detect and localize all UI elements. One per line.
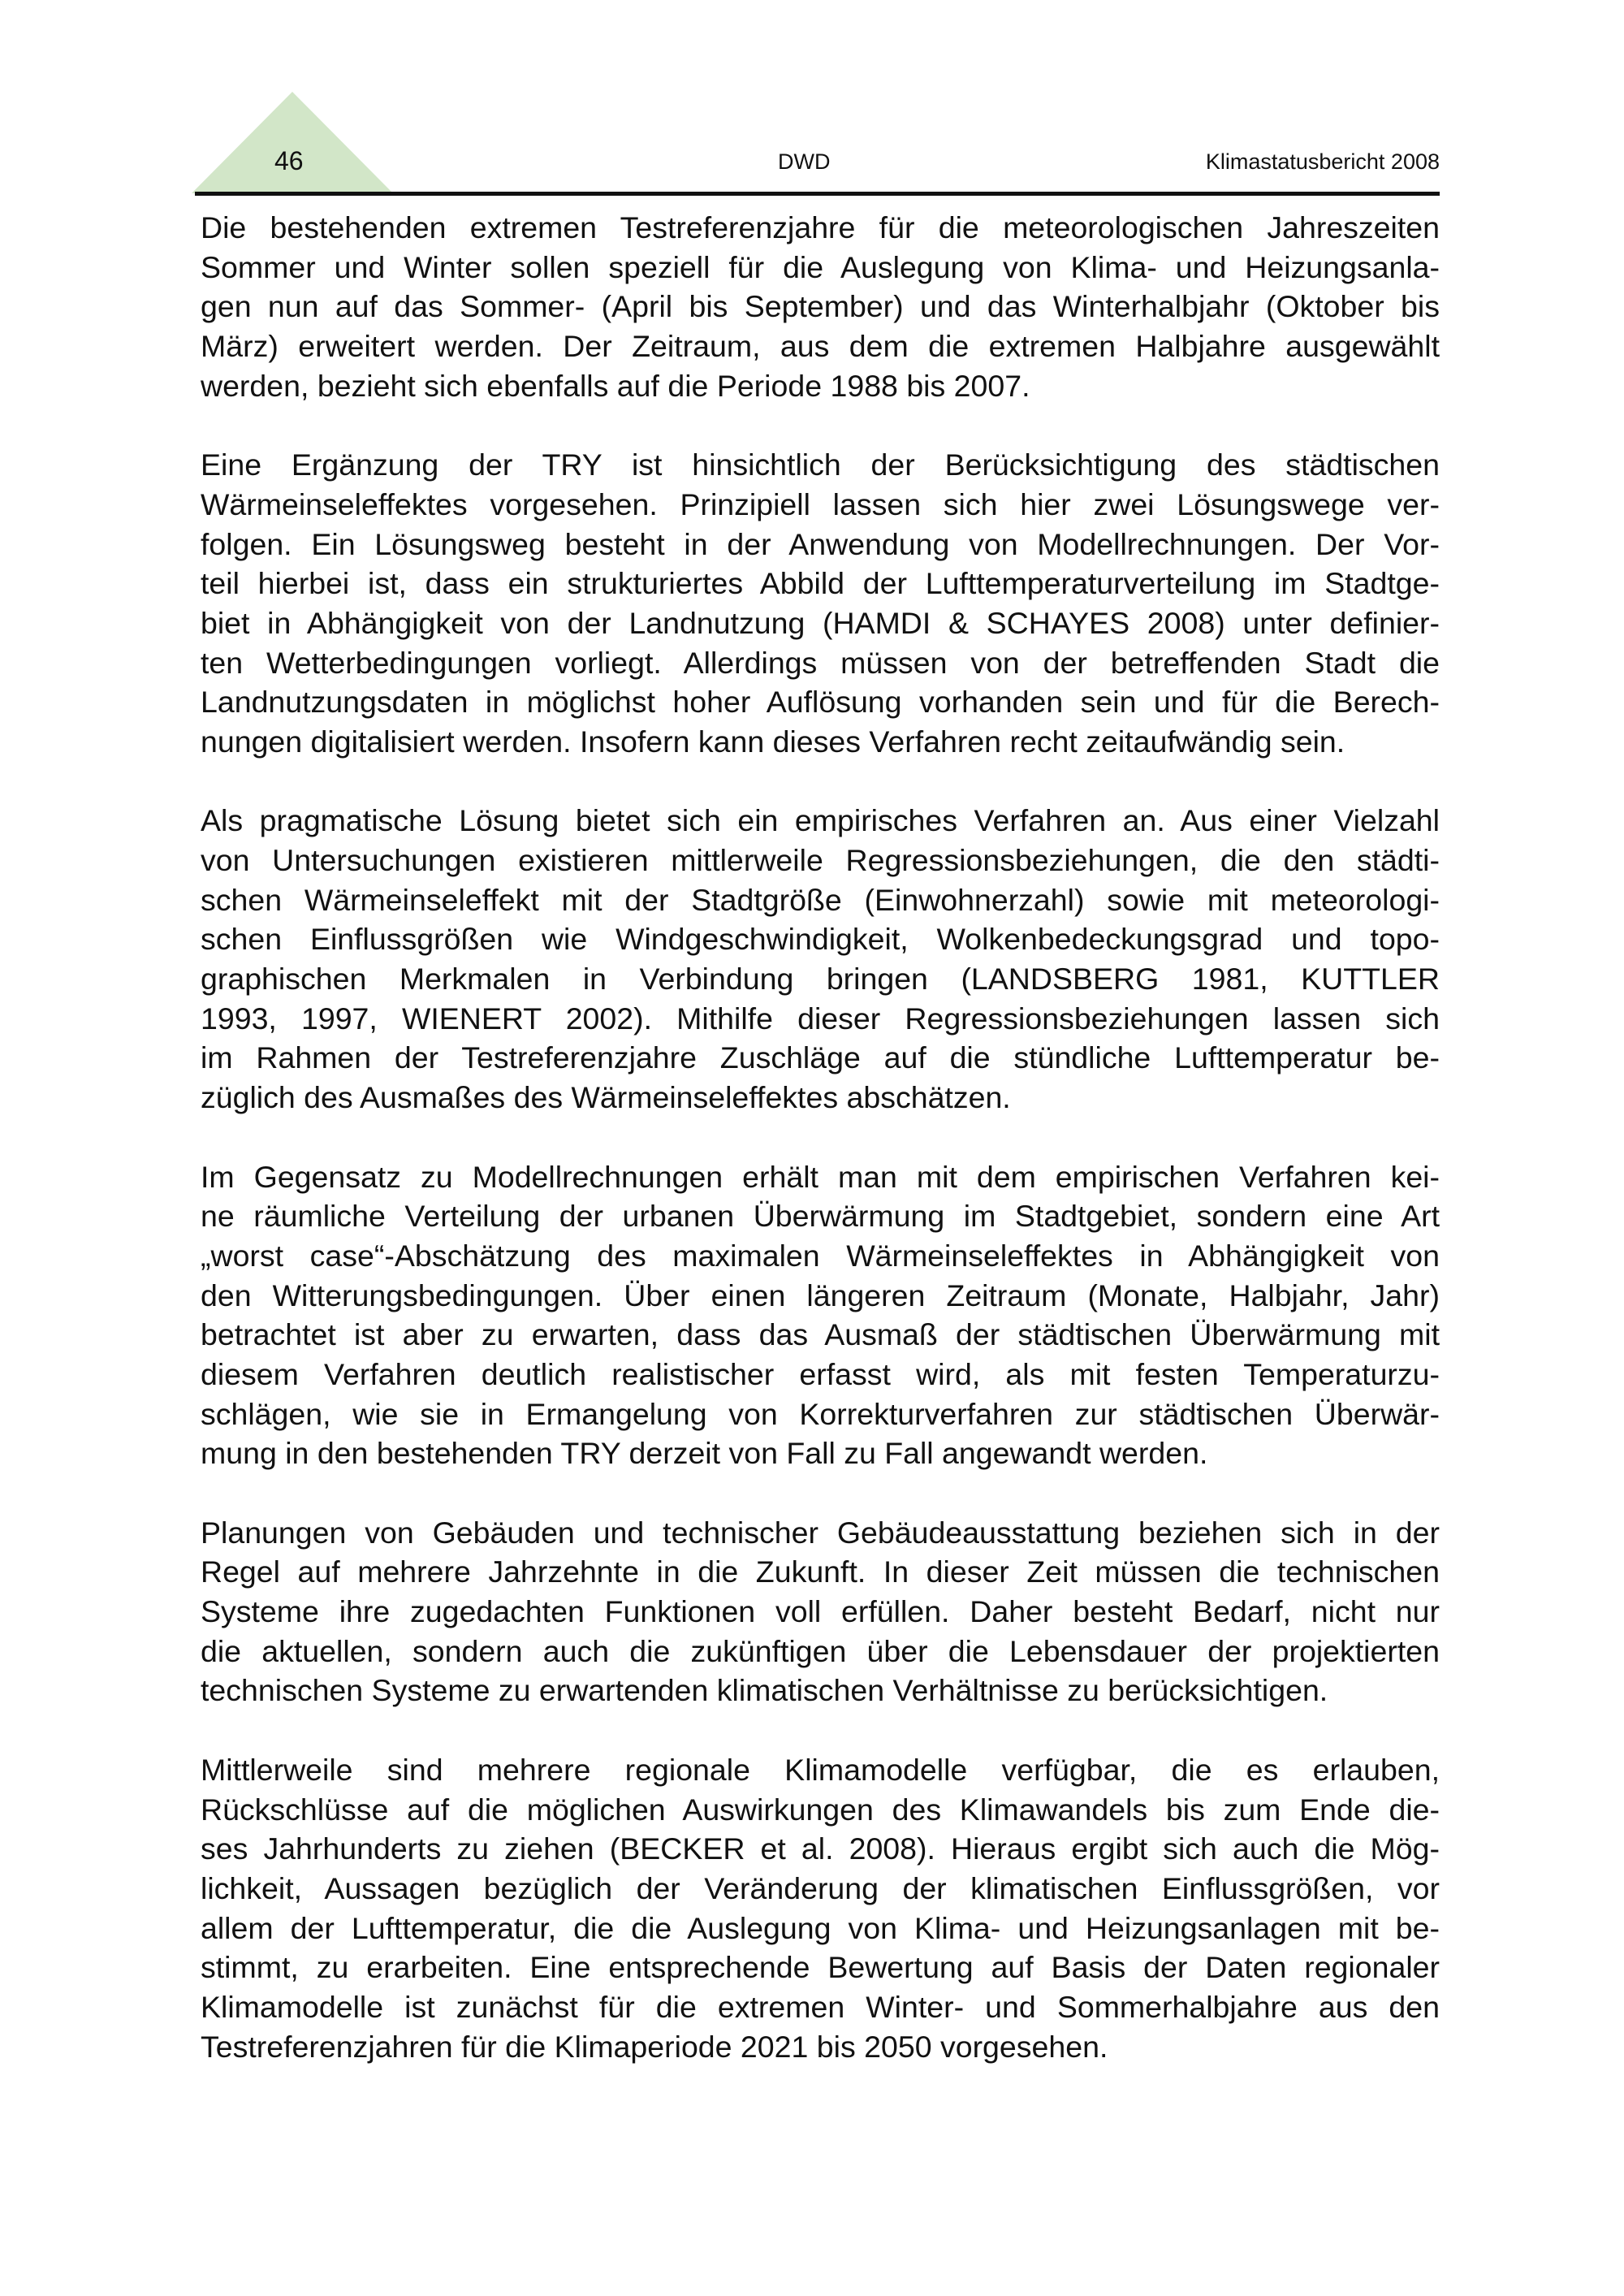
text-line: Im Gegensatz zu Modellrechnungen erhält man mit dem empirischen Verfahren kei- — [201, 1159, 1440, 1194]
text-line: Rückschlüsse auf die möglichen Auswirkungen des Klimawandels bis zum Ende die- — [201, 1792, 1440, 1827]
text-line: ten Wetterbedingungen vorliegt. Allerdings müssen von der betreffenden Stadt die — [201, 645, 1440, 680]
text-line: März) erweitert werden. Der Zeitraum, aus dem die extremen Halbjahre ausgewählt — [201, 329, 1440, 364]
text-line: Als pragmatische Lösung bietet sich ein empirisches Verfahren an. Aus einer Vielzahl — [201, 803, 1440, 838]
text-line: lichkeit, Aussagen bezüglich der Veränderung der klimatischen Einflussgrößen, vor — [201, 1870, 1440, 1905]
text-line: Testreferenzjahren für die Klimaperiode 2021 bis 2050 vorgesehen. — [201, 2029, 1108, 2064]
paragraph — [201, 208, 1440, 405]
text-line: Planungen von Gebäuden und technischer Gebäudeausstattung beziehen sich in der — [201, 1515, 1440, 1550]
text-line: schen Einflussgrößen wie Windgeschwindigkeit, Wolkenbedeckungsgrad und topo- — [201, 922, 1440, 957]
text-line: folgen. Ein Lösungsweg besteht in der Anwendung von Modellrechnungen. Der Vor- — [201, 526, 1440, 561]
page-number: 46 — [274, 146, 304, 175]
text-line: ses Jahrhunderts zu ziehen (BECKER et al. 2008). Hieraus ergibt sich auch die Mög- — [201, 1831, 1440, 1866]
text-line: Regel auf mehrere Jahrzehnte in die Zukunft. In dieser Zeit müssen die technischen — [201, 1554, 1440, 1589]
text-line: die aktuellen, sondern auch die zukünftigen über die Lebensdauer der projektierten — [201, 1633, 1440, 1668]
text-line: mung in den bestehenden TRY derzeit von Fall zu Fall angewandt werden. — [201, 1436, 1208, 1471]
header-divider — [195, 192, 1440, 196]
text-line: schlägen, wie sie in Ermangelung von Korrekturverfahren zur städtischen Überwär- — [201, 1396, 1440, 1431]
text-line: Eine Ergänzung der TRY ist hinsichtlich der Berücksichtigung des städtischen — [201, 448, 1440, 482]
document-body — [201, 208, 1440, 2106]
text-line: werden, bezieht sich ebenfalls auf die Periode 1988 bis 2007. — [201, 368, 1030, 403]
text-line: teil hierbei ist, dass ein strukturiertes Abbild der Lufttemperaturverteilung im Stadtge- — [201, 566, 1440, 601]
text-line: den Witterungsbedingungen. Über einen längeren Zeitraum (Monate, Halbjahr, Jahr) — [201, 1278, 1440, 1312]
text-line: Die bestehenden extremen Testreferenzjahre für die meteorologischen Jahreszeiten — [201, 210, 1440, 244]
text-line: allem der Lufttemperatur, die die Auslegung von Klima- und Heizungsanlagen mit be- — [201, 1910, 1440, 1945]
text-line: diesem Verfahren deutlich realistischer erfasst wird, als mit festen Temperaturzu- — [201, 1356, 1440, 1391]
text-line: Klimamodelle ist zunächst für die extremen Winter- und Sommerhalbjahre aus den — [201, 1989, 1440, 2024]
text-line: Sommer und Winter sollen speziell für die Auslegung von Klima- und Heizungsanla- — [201, 249, 1440, 284]
text-line: betrachtet ist aber zu erwarten, dass das Ausmaß der städtischen Überwärmung mit — [201, 1317, 1440, 1352]
paragraph — [201, 445, 1440, 762]
text-line: im Rahmen der Testreferenzjahre Zuschläge auf die stündliche Lufttemperatur be- — [201, 1040, 1440, 1075]
text-line: „worst case“-Abschätzung des maximalen Wärmeinseleffektes in Abhängigkeit von — [201, 1238, 1440, 1273]
text-line: Wärmeinseleffektes vorgesehen. Prinzipiell lassen sich hier zwei Lösungswege ver- — [201, 486, 1440, 521]
text-line: graphischen Merkmalen in Verbindung bringen (LANDSBERG 1981, KUTTLER — [201, 962, 1440, 997]
text-line: von Untersuchungen existieren mittlerweile Regressionsbeziehungen, die den städti- — [201, 843, 1440, 877]
text-line: Landnutzungsdaten in möglichst hoher Auflösung vorhanden sein und für die Berech- — [201, 685, 1440, 720]
text-line: Systeme ihre zugedachten Funktionen voll erfüllen. Daher besteht Bedarf, nicht nur — [201, 1594, 1440, 1629]
page-corner-triangle — [192, 92, 393, 193]
report-title: Klimastatusbericht 2008 — [1205, 149, 1440, 174]
text-line: Mittlerweile sind mehrere regionale Klimamodelle verfügbar, die es erlauben, — [201, 1752, 1440, 1787]
paragraph — [201, 1157, 1440, 1474]
text-line: technischen Systeme zu erwartenden klimatischen Verhältnisse zu berücksichtigen. — [201, 1673, 1328, 1708]
text-line: 1993, 1997, WIENERT 2002). Mithilfe dieser Regressionsbeziehungen lassen sich — [201, 1001, 1440, 1036]
paragraph — [201, 1750, 1440, 2067]
paragraph — [201, 1513, 1440, 1710]
text-line: schen Wärmeinseleffekt mit der Stadtgröße (Einwohnerzahl) sowie mit meteorologi- — [201, 882, 1440, 917]
text-line: stimmt, zu erarbeiten. Eine entsprechende Bewertung auf Basis der Daten regionaler — [201, 1950, 1440, 1985]
text-line: gen nun auf das Sommer- (April bis September) und das Winterhalbjahr (Oktober bis — [201, 289, 1440, 324]
text-line: züglich des Ausmaßes des Wärmeinseleffektes abschätzen. — [201, 1080, 1011, 1115]
text-line: ne räumliche Verteilung der urbanen Überwärmung im Stadtgebiet, sondern eine Art — [201, 1199, 1440, 1234]
paragraph — [201, 801, 1440, 1118]
text-line: nungen digitalisiert werden. Insofern kann dieses Verfahren recht zeitaufwändig sein. — [201, 724, 1345, 759]
text-line: biet in Abhängigkeit von der Landnutzung (HAMDI & SCHAYES 2008) unter definier- — [201, 605, 1440, 640]
publisher-label: DWD — [778, 149, 831, 174]
